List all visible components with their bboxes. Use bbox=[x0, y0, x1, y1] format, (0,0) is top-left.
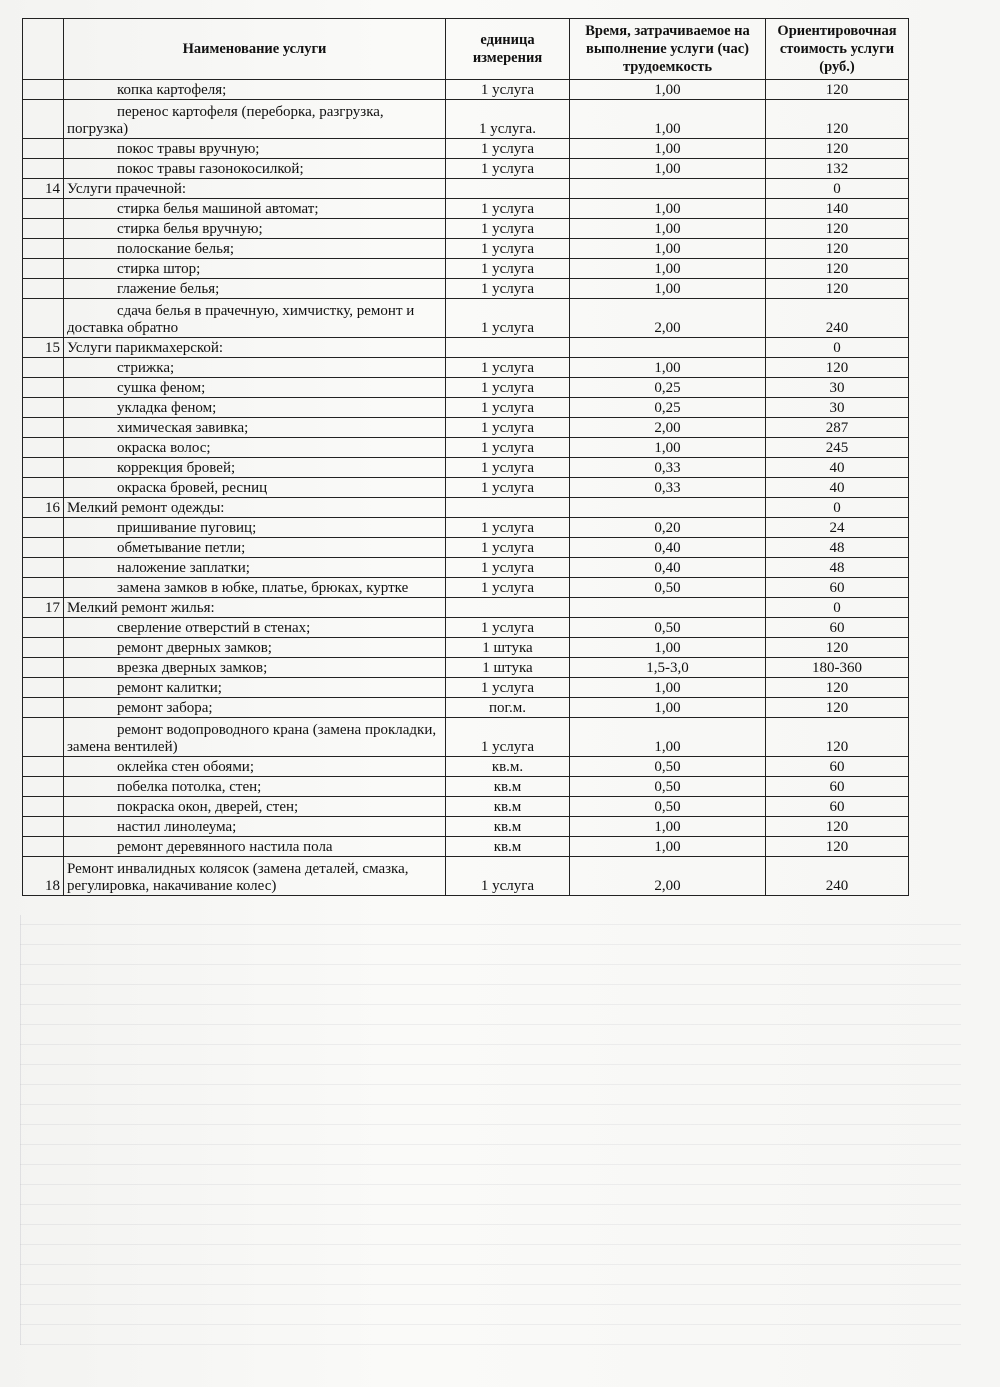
row-number bbox=[23, 658, 64, 678]
service-unit: 1 услуга bbox=[446, 618, 570, 638]
row-number bbox=[23, 299, 64, 338]
service-name bbox=[64, 518, 446, 538]
table-row bbox=[23, 558, 909, 578]
row-number bbox=[23, 139, 64, 159]
service-name bbox=[64, 358, 446, 378]
table-row bbox=[23, 179, 909, 199]
service-cost: 60 bbox=[766, 757, 909, 777]
service-unit: 1 услуга bbox=[446, 279, 570, 299]
service-name-text: сушка феном; bbox=[117, 380, 206, 396]
row-number bbox=[23, 159, 64, 179]
service-unit: 1 услуга bbox=[446, 259, 570, 279]
service-time: 0,25 bbox=[570, 378, 766, 398]
service-unit: 1 услуга bbox=[446, 199, 570, 219]
row-number bbox=[23, 618, 64, 638]
service-cost: 120 bbox=[766, 837, 909, 857]
service-unit: 1 штука bbox=[446, 658, 570, 678]
service-name-text: глажение белья; bbox=[117, 281, 220, 297]
service-time: 0,50 bbox=[570, 777, 766, 797]
service-cost: 60 bbox=[766, 777, 909, 797]
service-time: 0,25 bbox=[570, 398, 766, 418]
table-row bbox=[23, 817, 909, 837]
row-number bbox=[23, 378, 64, 398]
service-unit: 1 штука bbox=[446, 638, 570, 658]
table-row bbox=[23, 219, 909, 239]
service-name bbox=[64, 299, 446, 338]
table-row bbox=[23, 598, 909, 618]
service-name bbox=[64, 558, 446, 578]
table-row bbox=[23, 618, 909, 638]
row-number bbox=[23, 678, 64, 698]
service-name bbox=[64, 498, 446, 518]
row-number bbox=[23, 80, 64, 100]
service-unit: кв.м. bbox=[446, 757, 570, 777]
table-row bbox=[23, 797, 909, 817]
service-time: 0,33 bbox=[570, 458, 766, 478]
service-cost: 120 bbox=[766, 259, 909, 279]
table-row bbox=[23, 478, 909, 498]
header-num bbox=[23, 19, 64, 80]
service-time: 1,00 bbox=[570, 358, 766, 378]
service-name-text: окраска волос; bbox=[117, 440, 211, 456]
service-name-text: перенос картофеля (переборка, разгрузка, погрузка) bbox=[67, 104, 384, 137]
service-name bbox=[64, 678, 446, 698]
service-time: 1,00 bbox=[570, 159, 766, 179]
service-cost: 180-360 bbox=[766, 658, 909, 678]
service-unit: кв.м bbox=[446, 797, 570, 817]
service-cost: 120 bbox=[766, 139, 909, 159]
service-unit: 1 услуга bbox=[446, 438, 570, 458]
service-unit: 1 услуга bbox=[446, 418, 570, 438]
service-time: 1,00 bbox=[570, 100, 766, 139]
service-cost: 120 bbox=[766, 100, 909, 139]
service-name bbox=[64, 757, 446, 777]
service-unit: 1 услуга bbox=[446, 398, 570, 418]
service-cost: 245 bbox=[766, 438, 909, 458]
service-time: 0,33 bbox=[570, 478, 766, 498]
table-header-row bbox=[23, 19, 909, 80]
service-cost: 0 bbox=[766, 179, 909, 199]
service-name-text: окраска бровей, ресниц bbox=[117, 480, 268, 496]
service-unit: 1 услуга bbox=[446, 518, 570, 538]
row-number bbox=[23, 358, 64, 378]
table-row bbox=[23, 718, 909, 757]
table-row bbox=[23, 199, 909, 219]
table-row bbox=[23, 259, 909, 279]
row-number bbox=[23, 219, 64, 239]
service-name-text: покос травы газонокосилкой; bbox=[117, 161, 304, 177]
service-time: 0,20 bbox=[570, 518, 766, 538]
service-cost: 60 bbox=[766, 618, 909, 638]
service-unit: 1 услуга bbox=[446, 139, 570, 159]
row-number bbox=[23, 199, 64, 219]
service-name-text: обметывание петли; bbox=[117, 540, 246, 556]
row-number bbox=[23, 777, 64, 797]
service-cost: 132 bbox=[766, 159, 909, 179]
service-name bbox=[64, 159, 446, 179]
row-number bbox=[23, 837, 64, 857]
service-time: 2,00 bbox=[570, 299, 766, 338]
service-name-text: Услуги прачечной: bbox=[67, 181, 187, 197]
service-time bbox=[570, 338, 766, 358]
service-name bbox=[64, 80, 446, 100]
service-time: 0,50 bbox=[570, 578, 766, 598]
row-number bbox=[23, 698, 64, 718]
row-number: 15 bbox=[23, 338, 64, 358]
service-unit: 1 услуга bbox=[446, 239, 570, 259]
service-name-text: наложение заплатки; bbox=[117, 560, 250, 576]
service-cost: 287 bbox=[766, 418, 909, 438]
service-time: 1,00 bbox=[570, 817, 766, 837]
service-unit: 1 услуга bbox=[446, 458, 570, 478]
table-row bbox=[23, 279, 909, 299]
service-name-text: коррекция бровей; bbox=[117, 460, 236, 476]
table-row bbox=[23, 698, 909, 718]
service-cost: 120 bbox=[766, 698, 909, 718]
service-name-text: ремонт забора; bbox=[117, 700, 213, 716]
service-name-text: Мелкий ремонт жилья: bbox=[67, 600, 215, 616]
table-row bbox=[23, 777, 909, 797]
service-name-text: химическая завивка; bbox=[117, 420, 249, 436]
table-row bbox=[23, 338, 909, 358]
service-time bbox=[570, 179, 766, 199]
service-name bbox=[64, 817, 446, 837]
table-row bbox=[23, 757, 909, 777]
bleed-through-area bbox=[20, 915, 961, 1345]
service-name-text: покраска окон, дверей, стен; bbox=[117, 799, 299, 815]
service-time: 1,00 bbox=[570, 438, 766, 458]
table-row bbox=[23, 398, 909, 418]
row-number bbox=[23, 518, 64, 538]
service-name-text: стирка белья машиной автомат; bbox=[117, 201, 319, 217]
service-unit bbox=[446, 179, 570, 199]
service-name bbox=[64, 538, 446, 558]
service-name bbox=[64, 239, 446, 259]
row-number bbox=[23, 239, 64, 259]
service-time: 1,00 bbox=[570, 80, 766, 100]
service-cost: 120 bbox=[766, 678, 909, 698]
service-cost: 30 bbox=[766, 398, 909, 418]
service-time: 0,50 bbox=[570, 618, 766, 638]
service-time: 1,00 bbox=[570, 638, 766, 658]
row-number bbox=[23, 259, 64, 279]
service-cost: 120 bbox=[766, 358, 909, 378]
row-number bbox=[23, 797, 64, 817]
service-name bbox=[64, 797, 446, 817]
service-name bbox=[64, 458, 446, 478]
table-row bbox=[23, 638, 909, 658]
service-name bbox=[64, 398, 446, 418]
service-unit: пог.м. bbox=[446, 698, 570, 718]
row-number bbox=[23, 817, 64, 837]
service-name-text: укладка феном; bbox=[117, 400, 217, 416]
service-name-text: стирка штор; bbox=[117, 261, 201, 277]
service-unit: 1 услуга bbox=[446, 578, 570, 598]
service-cost: 120 bbox=[766, 80, 909, 100]
service-unit: 1 услуга bbox=[446, 299, 570, 338]
service-cost: 40 bbox=[766, 458, 909, 478]
table-row bbox=[23, 857, 909, 896]
service-time: 1,00 bbox=[570, 259, 766, 279]
service-name bbox=[64, 279, 446, 299]
row-number bbox=[23, 538, 64, 558]
service-unit bbox=[446, 498, 570, 518]
row-number bbox=[23, 478, 64, 498]
service-name-text: Ремонт инвалидных колясок (замена деталей, смазка, регулировка, накачивание колес) bbox=[67, 861, 409, 894]
service-time: 1,00 bbox=[570, 698, 766, 718]
service-time: 1,00 bbox=[570, 279, 766, 299]
service-name-text: замена замков в юбке, платье, брюках, куртке bbox=[117, 580, 409, 596]
service-cost: 120 bbox=[766, 638, 909, 658]
service-name bbox=[64, 100, 446, 139]
service-time: 1,00 bbox=[570, 139, 766, 159]
header-name: Наименование услуги bbox=[64, 19, 446, 80]
service-unit: 1 услуга bbox=[446, 80, 570, 100]
table-row bbox=[23, 378, 909, 398]
row-number bbox=[23, 757, 64, 777]
table-row bbox=[23, 299, 909, 338]
row-number bbox=[23, 418, 64, 438]
service-unit: 1 услуга bbox=[446, 378, 570, 398]
service-time: 2,00 bbox=[570, 418, 766, 438]
service-time: 0,40 bbox=[570, 538, 766, 558]
service-unit bbox=[446, 598, 570, 618]
table-row bbox=[23, 837, 909, 857]
service-time: 2,00 bbox=[570, 857, 766, 896]
service-name bbox=[64, 658, 446, 678]
service-unit: 1 услуга. bbox=[446, 100, 570, 139]
service-cost: 60 bbox=[766, 578, 909, 598]
service-name bbox=[64, 857, 446, 896]
table-row bbox=[23, 578, 909, 598]
service-time: 0,40 bbox=[570, 558, 766, 578]
service-cost: 0 bbox=[766, 598, 909, 618]
service-unit: 1 услуга bbox=[446, 478, 570, 498]
services-table bbox=[22, 18, 909, 896]
table-row bbox=[23, 438, 909, 458]
service-unit: 1 услуга bbox=[446, 159, 570, 179]
service-name bbox=[64, 179, 446, 199]
row-number bbox=[23, 438, 64, 458]
service-time: 0,50 bbox=[570, 797, 766, 817]
service-name-text: стирка белья вручную; bbox=[117, 221, 263, 237]
table-row bbox=[23, 159, 909, 179]
table-row bbox=[23, 100, 909, 139]
table-row bbox=[23, 80, 909, 100]
service-unit bbox=[446, 338, 570, 358]
header-time: Время, затрачиваемое на выполнение услуги (час) трудоемкость bbox=[570, 19, 766, 80]
row-number bbox=[23, 558, 64, 578]
service-name-text: стрижка; bbox=[117, 360, 175, 376]
service-name-text: сдача белья в прачечную, химчистку, ремонт и доставка обратно bbox=[67, 303, 415, 336]
row-number: 16 bbox=[23, 498, 64, 518]
service-cost: 0 bbox=[766, 338, 909, 358]
service-time: 1,00 bbox=[570, 199, 766, 219]
service-cost: 60 bbox=[766, 797, 909, 817]
service-time bbox=[570, 498, 766, 518]
service-cost: 120 bbox=[766, 817, 909, 837]
service-name bbox=[64, 698, 446, 718]
service-name-text: пришивание пуговиц; bbox=[117, 520, 257, 536]
service-name-text: настил линолеума; bbox=[117, 819, 237, 835]
header-cost: Ориентировочная стоимость услуги (руб.) bbox=[766, 19, 909, 80]
service-name-text: ремонт калитки; bbox=[117, 680, 222, 696]
service-unit: кв.м bbox=[446, 777, 570, 797]
row-number bbox=[23, 279, 64, 299]
table-row bbox=[23, 658, 909, 678]
table-row bbox=[23, 358, 909, 378]
row-number bbox=[23, 100, 64, 139]
service-name-text: сверление отверстий в стенах; bbox=[117, 620, 311, 636]
service-unit: 1 услуга bbox=[446, 358, 570, 378]
table-body bbox=[23, 80, 909, 896]
table-row bbox=[23, 518, 909, 538]
service-name bbox=[64, 219, 446, 239]
service-name bbox=[64, 338, 446, 358]
service-name bbox=[64, 837, 446, 857]
service-time: 1,00 bbox=[570, 678, 766, 698]
table-row bbox=[23, 139, 909, 159]
service-name-text: ремонт водопроводного крана (замена прокладки, замена вентилей) bbox=[67, 722, 437, 755]
table-row bbox=[23, 538, 909, 558]
service-time: 1,00 bbox=[570, 718, 766, 757]
service-time: 0,50 bbox=[570, 757, 766, 777]
table-row bbox=[23, 418, 909, 438]
row-number bbox=[23, 638, 64, 658]
service-name bbox=[64, 777, 446, 797]
service-time: 1,00 bbox=[570, 219, 766, 239]
service-name-text: побелка потолка, стен; bbox=[117, 779, 262, 795]
service-time: 1,00 bbox=[570, 837, 766, 857]
service-cost: 120 bbox=[766, 718, 909, 757]
service-cost: 48 bbox=[766, 538, 909, 558]
table-row bbox=[23, 458, 909, 478]
row-number: 18 bbox=[23, 857, 64, 896]
service-unit: кв.м bbox=[446, 817, 570, 837]
service-name bbox=[64, 718, 446, 757]
service-name-text: полоскание белья; bbox=[117, 241, 235, 257]
row-number bbox=[23, 578, 64, 598]
service-name-text: Услуги парикмахерской: bbox=[67, 340, 224, 356]
table-row bbox=[23, 678, 909, 698]
service-time bbox=[570, 598, 766, 618]
service-name-text: врезка дверных замков; bbox=[117, 660, 268, 676]
service-unit: 1 услуга bbox=[446, 219, 570, 239]
table-row bbox=[23, 239, 909, 259]
service-cost: 48 bbox=[766, 558, 909, 578]
service-name-text: ремонт дверных замков; bbox=[117, 640, 272, 656]
service-cost: 140 bbox=[766, 199, 909, 219]
service-unit: 1 услуга bbox=[446, 558, 570, 578]
service-name-text: покос травы вручную; bbox=[117, 141, 260, 157]
service-cost: 240 bbox=[766, 299, 909, 338]
service-unit: 1 услуга bbox=[446, 538, 570, 558]
service-unit: кв.м bbox=[446, 837, 570, 857]
service-cost: 120 bbox=[766, 239, 909, 259]
service-cost: 24 bbox=[766, 518, 909, 538]
service-unit: 1 услуга bbox=[446, 678, 570, 698]
service-name bbox=[64, 199, 446, 219]
service-name bbox=[64, 638, 446, 658]
row-number: 17 bbox=[23, 598, 64, 618]
service-name bbox=[64, 418, 446, 438]
service-name-text: Мелкий ремонт одежды: bbox=[67, 500, 225, 516]
service-time: 1,00 bbox=[570, 239, 766, 259]
service-unit: 1 услуга bbox=[446, 718, 570, 757]
service-time: 1,5-3,0 bbox=[570, 658, 766, 678]
service-cost: 30 bbox=[766, 378, 909, 398]
service-name bbox=[64, 578, 446, 598]
row-number bbox=[23, 458, 64, 478]
service-cost: 40 bbox=[766, 478, 909, 498]
service-name bbox=[64, 618, 446, 638]
service-name-text: ремонт деревянного настила пола bbox=[117, 839, 333, 855]
service-name bbox=[64, 139, 446, 159]
service-name bbox=[64, 598, 446, 618]
table-row bbox=[23, 498, 909, 518]
service-cost: 120 bbox=[766, 279, 909, 299]
service-name bbox=[64, 478, 446, 498]
service-unit: 1 услуга bbox=[446, 857, 570, 896]
service-cost: 240 bbox=[766, 857, 909, 896]
service-name-text: копка картофеля; bbox=[117, 82, 227, 98]
service-cost: 120 bbox=[766, 219, 909, 239]
service-cost: 0 bbox=[766, 498, 909, 518]
row-number: 14 bbox=[23, 179, 64, 199]
service-name-text: оклейка стен обоями; bbox=[117, 759, 255, 775]
service-name bbox=[64, 259, 446, 279]
service-name bbox=[64, 438, 446, 458]
row-number bbox=[23, 398, 64, 418]
header-unit: единица измерения bbox=[446, 19, 570, 80]
row-number bbox=[23, 718, 64, 757]
service-name bbox=[64, 378, 446, 398]
